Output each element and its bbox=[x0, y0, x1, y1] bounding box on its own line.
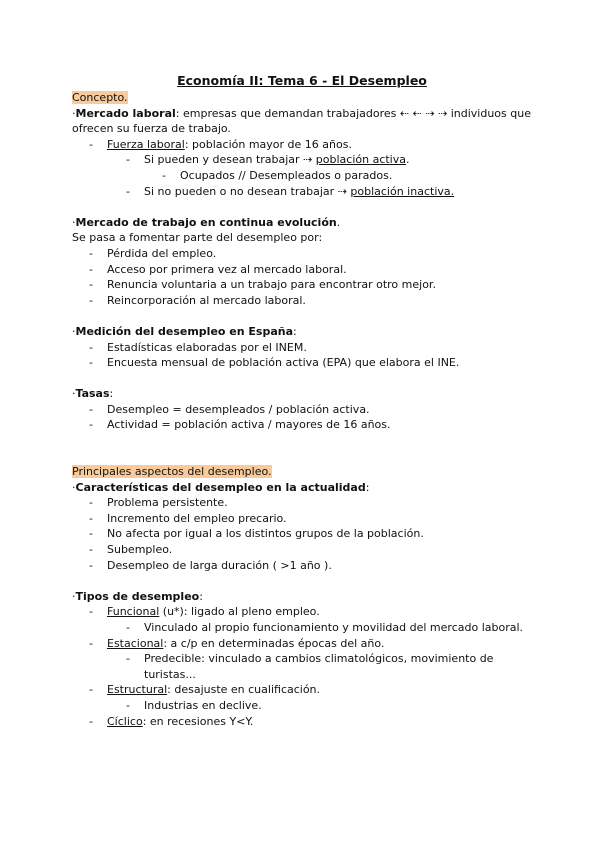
list-item: - Estadísticas elaboradas por el INEM. bbox=[89, 340, 307, 354]
list-item-estacional-sub: - Predecible: vinculado a cambios climatológicos, movimiento de turistas... bbox=[126, 652, 494, 681]
list-item: - Subempleo. bbox=[89, 543, 173, 557]
list-item-ocupados: - Ocupados // Desempleados o parados. bbox=[162, 168, 393, 182]
list-item: - Acceso por primera vez al mercado laboral. bbox=[89, 262, 347, 276]
page-title: Economía II: Tema 6 - El Desempleo bbox=[177, 73, 427, 88]
section-caracteristicas-heading: ·Características del desempleo en la actualidad: bbox=[72, 480, 370, 494]
list-item-si-pueden: - Si pueden y desean trabajar ⇢ población activa. bbox=[126, 153, 410, 167]
section-principales-heading: Principales aspectos del desempleo. bbox=[72, 465, 272, 479]
list-item: - Problema persistente. bbox=[89, 496, 228, 510]
list-item-estacional: - Estacional: a c/p en determinadas épocas del año. bbox=[89, 636, 385, 650]
list-item: - No afecta por igual a los distintos grupos de la población. bbox=[89, 527, 424, 541]
list-item-friccional-sub: - Vinculado al propio funcionamiento y movilidad del mercado laboral. bbox=[126, 621, 524, 634]
list-item-no-pueden: - Si no pueden o no desean trabajar ⇢ población inactiva. bbox=[126, 184, 455, 198]
mercado-laboral-line-2: ofrecen su fuerza de trabajo. bbox=[72, 122, 231, 136]
section-tasas-heading: ·Tasas: bbox=[72, 387, 114, 401]
mercado-laboral-line-1: ·Mercado laboral: empresas que demandan trabajadores ⇠ ⇠ ⇢ ⇢ individuos que bbox=[72, 106, 531, 120]
list-item: - Encuesta mensual de población activa (EPA) que elabora el INE. bbox=[89, 356, 460, 370]
list-item-estructural-sub: - Industrias en declive. bbox=[126, 698, 262, 712]
list-item-fuerza-laboral: - Fuerza laboral: población mayor de 16 años. bbox=[89, 137, 352, 151]
list-item-ciclico: - Cíclico: en recesiones Y<Y. bbox=[89, 714, 254, 728]
list-item: - Reincorporación al mercado laboral. bbox=[89, 293, 306, 307]
section-tipos-heading: ·Tipos de desempleo: bbox=[72, 589, 203, 603]
document-page bbox=[72, 72, 532, 729]
list-item-friccional: - Funcional (u*): ligado al pleno empleo. bbox=[89, 605, 320, 619]
list-item: - Pérdida del empleo. bbox=[89, 246, 217, 260]
section-concepto-heading: Concepto. bbox=[72, 91, 128, 104]
section-mercado-trabajo-heading: ·Mercado de trabajo en continua evolución. bbox=[72, 215, 341, 229]
list-item: - Desempleo = desempleados / población activa. bbox=[89, 402, 370, 416]
list-item-estructural: - Estructural: desajuste en cualificación. bbox=[89, 683, 321, 697]
section-medicion-heading: ·Medición del desempleo en España: bbox=[72, 324, 297, 338]
list-item: - Incremento del empleo precario. bbox=[89, 511, 287, 525]
list-item: - Renuncia voluntaria a un trabajo para encontrar otro mejor. bbox=[89, 278, 436, 292]
section-mercado-trabajo-intro: Se pasa a fomentar parte del desempleo por: bbox=[72, 231, 323, 245]
list-item: - Actividad = población activa / mayores de 16 años. bbox=[89, 418, 391, 432]
list-item: - Desempleo de larga duración ( >1 año ). bbox=[89, 558, 332, 572]
